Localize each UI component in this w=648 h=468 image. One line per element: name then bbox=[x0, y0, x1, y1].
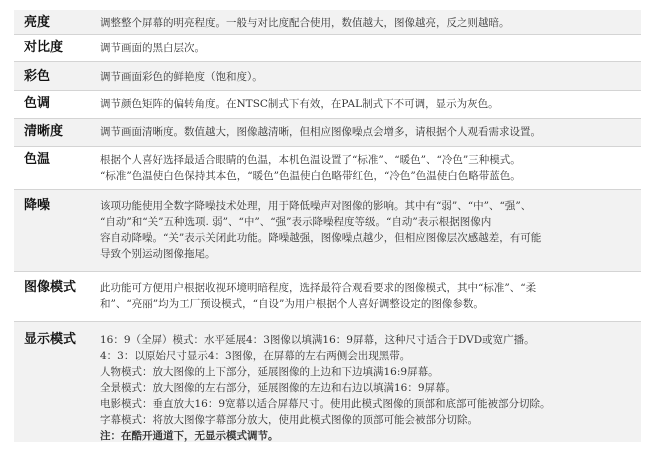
row-label: 清晰度 bbox=[24, 124, 64, 139]
row-label: 彩色 bbox=[24, 69, 51, 84]
row-description bbox=[100, 124, 641, 140]
description-line: 注：在酷开通道下，无显示模式调节。 bbox=[100, 430, 279, 442]
table-row bbox=[14, 272, 641, 322]
row-description bbox=[100, 280, 641, 312]
description-line: 调节画面的黑白层次。 bbox=[100, 42, 205, 54]
row-label: 降噪 bbox=[24, 198, 51, 213]
description-line: 根据个人喜好选择最适合眼睛的色温，本机色温设置了“标准”、“暖色”、“冷色”三种模式。 bbox=[100, 154, 521, 166]
row-label: 色调 bbox=[24, 96, 51, 111]
description-line: 容自动降噪。“关”表示关闭此功能。降噪越强，图像噪点越少，但相应图像层次感越差，有可能 bbox=[100, 232, 542, 244]
description-line: 导致个别运动图像拖尾。 bbox=[100, 248, 216, 260]
table-row bbox=[14, 119, 641, 147]
description-line: 调整整个屏幕的明亮程度。一般与对比度配合使用，数值越大，图像越亮，反之则越暗。 bbox=[100, 17, 510, 29]
table-row bbox=[14, 322, 641, 442]
row-label: 亮度 bbox=[24, 15, 51, 30]
description-line: 此功能可方便用户根据收视环境明暗程度，选择最符合观看要求的图像模式，其中“标准”、“柔 bbox=[100, 282, 537, 294]
description-line: 字幕模式：将放大图像字幕部分放大，使用此模式图像的顶部可能会被部分切除。 bbox=[100, 414, 478, 426]
description-line: 人物模式：放大图像的上下部分，延展图像的上边和下边填满16:9屏幕。 bbox=[100, 366, 439, 378]
row-label: 色温 bbox=[24, 152, 51, 167]
row-label: 显示模式 bbox=[24, 332, 77, 347]
description-line: 调节画面彩色的鲜艳度（饱和度）。 bbox=[100, 71, 263, 83]
table-row bbox=[14, 91, 641, 119]
description-line: “自动”和“关”五种选项. 弱”、“中”、“强”表示降噪程度等级。“自动”表示根据图像内 bbox=[100, 216, 492, 228]
table-row bbox=[14, 190, 641, 272]
row-description bbox=[100, 15, 641, 31]
row-description bbox=[100, 152, 641, 184]
description-line: 全景模式：放大图像的左右部分，延展图像的左边和右边以填满16：9屏幕。 bbox=[100, 382, 457, 394]
row-label: 对比度 bbox=[24, 40, 64, 55]
row-description bbox=[100, 69, 641, 85]
description-line: 16：9（全屏）模式：水平延展4：3图像以填满16：9屏幕，这种尺寸适合于DVD或宽广播。 bbox=[100, 334, 535, 346]
row-label: 图像模式 bbox=[24, 280, 77, 295]
description-line: 调节颜色矩阵的偏转角度。在NTSC制式下有效，在PAL制式下不可调，显示为灰色。 bbox=[100, 98, 499, 110]
description-line: 和”、“亮丽”均为工厂预设模式，“自设”为用户根据个人喜好调整设定的图像参数。 bbox=[100, 298, 484, 310]
table-row bbox=[14, 147, 641, 190]
table-row bbox=[14, 10, 641, 35]
description-line: 该项功能使用全数字降噪技术处理，用于降低噪声对图像的影响。其中有“弱”、“中”、“强”、 bbox=[100, 200, 532, 212]
table-row bbox=[14, 35, 641, 62]
row-description bbox=[100, 198, 641, 262]
description-line: 调节画面清晰度。数值越大，图像越清晰，但相应图像噪点会增多，请根据个人观看需求设置。 bbox=[100, 126, 541, 138]
settings-table bbox=[14, 10, 641, 442]
description-line: 电影模式：垂直放大16：9宽幕以适合屏幕尺寸。使用此模式图像的顶部和底部可能被部分切除。 bbox=[100, 398, 551, 410]
description-line: 4：3：以原始尺寸显示4：3图像，在屏幕的左右两侧会出现黑带。 bbox=[100, 350, 411, 362]
row-description bbox=[100, 332, 641, 444]
table-row bbox=[14, 62, 641, 91]
description-line: “标准”色温使白色保持其本色，“暖色”色温使白色略带红色，“冷色”色温使白色略带蓝色。 bbox=[100, 170, 521, 182]
row-description bbox=[100, 40, 641, 56]
row-description bbox=[100, 96, 641, 112]
